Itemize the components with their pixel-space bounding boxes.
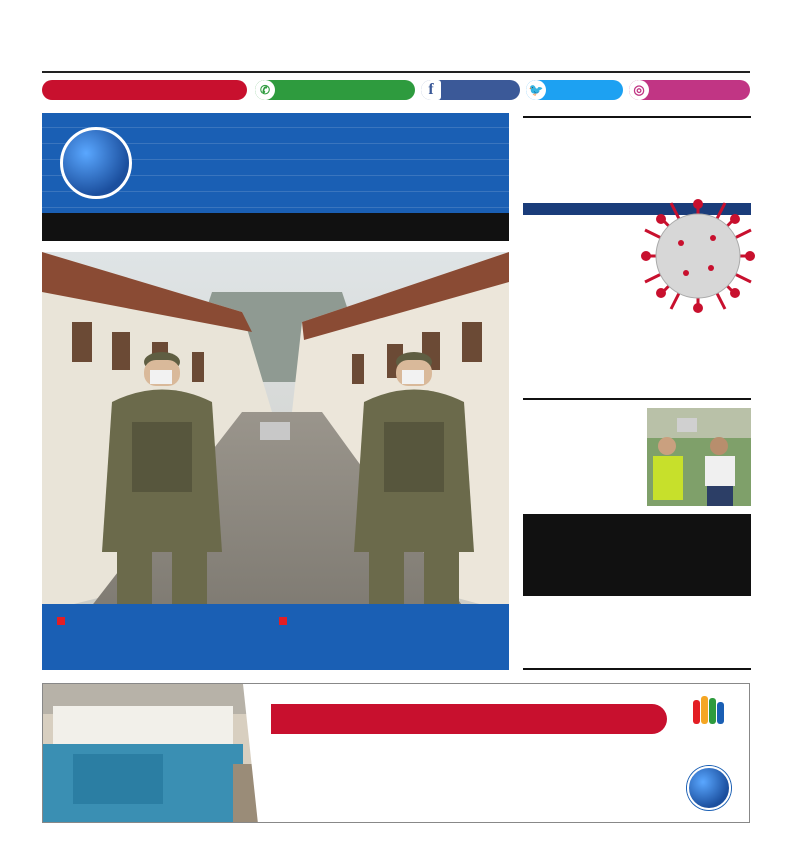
- side-rule-2: [523, 668, 751, 670]
- website-link[interactable]: [42, 80, 247, 100]
- hands-logo-icon: [689, 694, 729, 730]
- story-sancionaran-photo: [647, 408, 751, 506]
- cajamarca-logo: [675, 694, 743, 756]
- emergency-ad: [42, 683, 750, 823]
- story-bullets-box: [42, 604, 509, 670]
- panorama-logo: [60, 127, 132, 199]
- ad-panorama-logo: [687, 766, 731, 810]
- covid-panel-top-rule: [523, 116, 751, 118]
- issue-info-bar: [42, 213, 509, 241]
- bullet-2: [279, 614, 501, 628]
- instagram-icon: ◎: [629, 80, 649, 100]
- twitter-link[interactable]: [526, 80, 623, 100]
- instagram-link[interactable]: [629, 80, 750, 100]
- bullet-1: [57, 614, 269, 628]
- twitter-icon: 🐦: [526, 80, 546, 100]
- bullet-2-marker: [279, 617, 287, 625]
- ad-banner: [271, 704, 667, 734]
- side-rule-1: [523, 398, 751, 400]
- covid-total: [523, 150, 751, 166]
- market-photo: [43, 684, 303, 823]
- bullet-1-marker: [57, 617, 65, 625]
- story-prision-box[interactable]: [523, 514, 751, 596]
- whatsapp-icon: ✆: [255, 80, 275, 100]
- facebook-icon: f: [421, 80, 441, 100]
- denuncias-badge[interactable]: [255, 80, 415, 100]
- virus-icon: [641, 198, 755, 314]
- facebook-link[interactable]: [421, 80, 520, 100]
- top-rule: [42, 71, 750, 73]
- main-photo: [42, 252, 509, 670]
